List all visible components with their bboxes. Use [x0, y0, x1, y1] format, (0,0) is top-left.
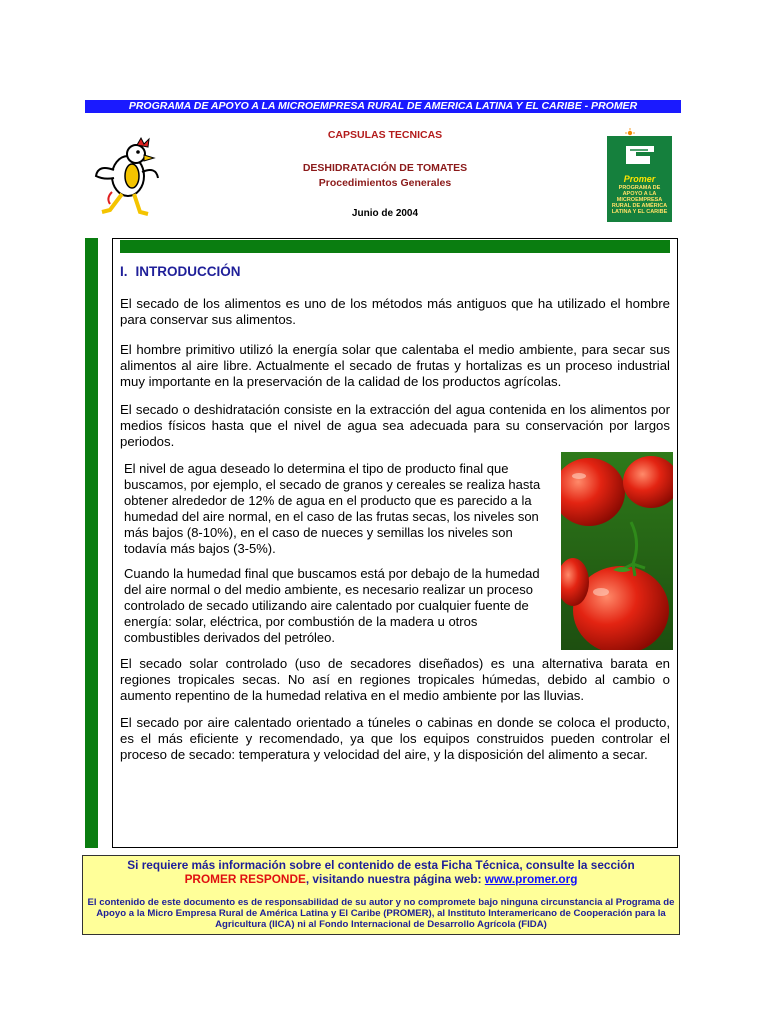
paragraph: Cuando la humedad final que buscamos está por debajo de la humedad del aire normal o del medio ambiente, es necesario realizar un proceso controlado de secado utilizando aire calentado por cualquier fuente de energía: solar, eléctrica, por combustión de la madera u otros combustibles derivados del petróleo.	[124, 566, 540, 645]
promer-logo-description: PROGRAMA DE APOYO A LA MICROEMPRESA RURAL DE AMÉRICA LATINA Y EL CARIBE	[611, 185, 668, 215]
series-label: CAPSULAS TECNICAS	[327, 129, 443, 141]
paragraph: El secado de los alimentos es uno de los métodos más antiguos que ha utilizado el hombre para conservar sus alimentos.	[120, 296, 670, 327]
paragraph: El secado solar controlado (uso de secadores diseñados) es una alternativa barata en regiones tropicales secas. No así en regiones tropicales húmedas, debido al cambio o aumento repentino de la humedad relativa en el medio ambiente por las lluvias.	[120, 656, 670, 703]
chicken-mascot-icon	[88, 128, 163, 220]
section-title	[120, 264, 241, 279]
document-date: Junio de 2004	[351, 208, 419, 219]
footer-disclaimer: El contenido de este documento es de responsabilidad de su autor y no compromete bajo ninguna circunstancia al Programa de Apoyo a la Micro Empresa Rural de América Latina y El Caribe (PROMER), al Instituto Interamericano de Cooperación para la Agricultura (IICA) ni al Fondo Internacional de Desarrollo Agrícola (FIDA)	[87, 897, 675, 930]
section-number: I.	[120, 264, 128, 279]
website-link[interactable]: www.promer.org	[484, 872, 578, 886]
paragraph: El nivel de agua deseado lo determina el tipo de producto final que buscamos, por ejemplo, el secado de granos y cereales se realiza hasta obtener alrededor de 12% de agua en el producto que es parecido a la humedad del aire normal, en el caso de las frutas secas, los niveles son más bajos (8-10%), en el caso de nueces y semillas los niveles son todavía más bajos (3-5%).	[124, 461, 541, 556]
left-accent-bar	[85, 238, 98, 848]
footer-info-line: Si requiere más información sobre el contenido de esta Ficha Técnica, consulte la sección	[127, 858, 635, 872]
program-banner: PROGRAMA DE APOYO A LA MICROEMPRESA RURAL DE AMERICA LATINA Y EL CARIBE - PROMER	[85, 100, 681, 113]
tomatoes-photo	[561, 452, 673, 650]
top-accent-bar	[120, 240, 670, 253]
footer-visit-line	[83, 872, 679, 887]
promer-logo	[607, 136, 672, 222]
promer-responde-label: PROMER RESPONDE	[184, 872, 306, 886]
document-title: DESHIDRATACIÓN DE TOMATES	[302, 162, 468, 174]
document-subtitle: Procedimientos Generales	[318, 177, 452, 189]
paragraph: El secado por aire calentado orientado a túneles o cabinas en donde se coloca el producto, es el más eficiente y recomendado, ya que los equipos construidos pueden controlar el proceso de secado: temperatura y velocidad del aire, y la disposición del alimento a secar.	[120, 715, 670, 762]
section-heading: INTRODUCCIÓN	[135, 264, 241, 279]
footer-visit-text: , visitando nuestra página web:	[305, 872, 485, 886]
paragraph: El hombre primitivo utilizó la energía solar que calentaba el medio ambiente, para secar sus alimentos al aire libre. Actualmente el secado de frutas y hortalizas es un proceso industrial muy importante en la preservación de la calidad de los productos agrícolas.	[120, 342, 670, 389]
promer-logo-name: Promer	[623, 174, 656, 184]
paragraph: El secado o deshidratación consiste en la extracción del agua contenida en los alimentos por medios físicos hasta que el nivel de agua sea adecuada para su conservación por largos periodos.	[120, 402, 670, 449]
footer-info-box	[82, 855, 680, 935]
promer-mark-icon	[622, 142, 658, 168]
